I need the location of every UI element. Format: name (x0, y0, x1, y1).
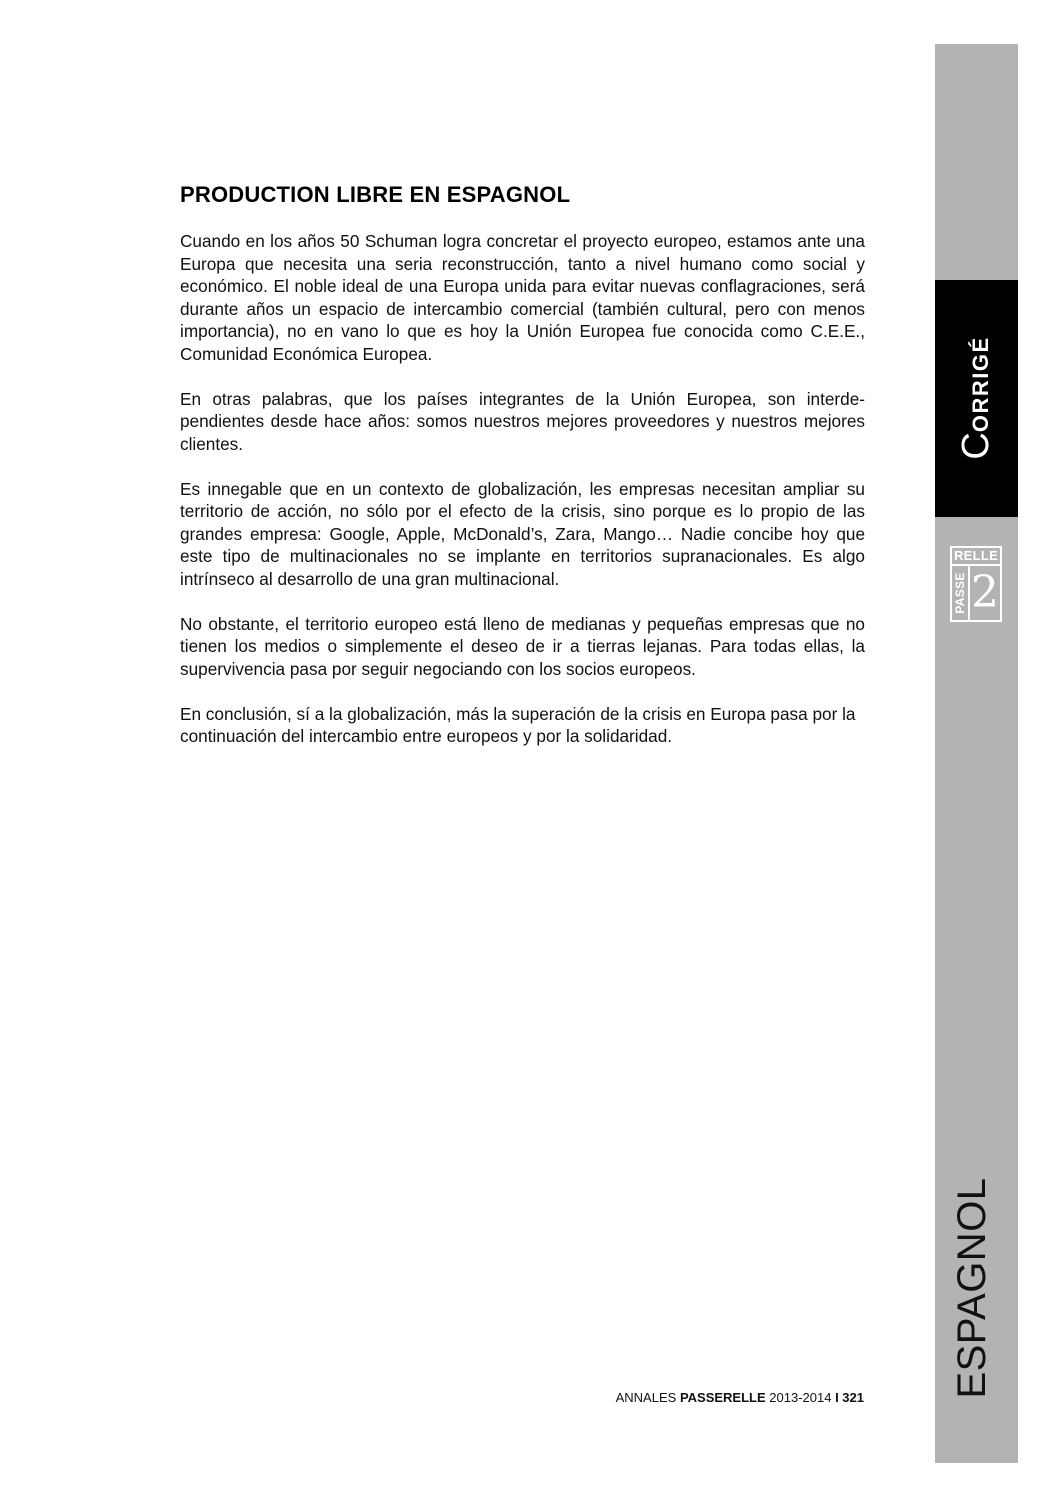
corrige-label (957, 336, 995, 459)
logo-side-box (952, 566, 970, 620)
passerelle-2-logo (950, 546, 1002, 622)
logo-side-text: PASSE (953, 572, 967, 614)
paragraph-2: En otras palabras, que los países integrantes de la Unión Europea, son interde-pendientes desde hace años: somos nuestros mejores proveedores y nuestros mejores clientes. (180, 388, 865, 454)
paragraph-5: En conclusión, sí a la globalización, más la superación de la crisis en Europa pasa por la continuación del intercambio entre europeos y por la solidaridad. (180, 703, 856, 746)
paragraph-1: Cuando en los años 50 Schuman logra concretar el proyecto europeo, estamos ante una Europa que necesita una seria reconstrucción, tanto a nivel humano como social y económico. El noble ideal de una Europa unida para evitar nuevas conflagraciones, será durante años un espacio de intercambio comercial (también cultural, pero con menos importancia), no en vano lo que es hoy la Unión Europea fue conocida como C.E.E., Comunidad Económica Europea. (180, 231, 865, 364)
page-footer (616, 1390, 864, 1405)
paragraph-3: Es innegable que en un contexto de globalización, les empresas necesitan ampliar su territorio de acción, no sólo por el efecto de la crisis, sino porque es lo propio de las grandes empresa: Google, Apple, McDonald’s, Zara, Mango… Nadie concibe hoy que este tipo de multinacionales no se implante en territorios supranacionales. Es algo intrínseco al desarrollo de una gran multinacional. (180, 478, 865, 589)
corrige-initial: C (955, 432, 997, 460)
subject-label: ESPAGNOL (950, 1177, 994, 1399)
paragraph-4: No obstante, el territorio europeo está lleno de medianas y pequeñas empresas que no tienen los medios o simplemente el deseo de ir a tierras lejanas. Para todas ellas, la supervivencia pasa por seguir negociando con los socios europeos. (180, 613, 865, 679)
footer-years: 2013-2014 (769, 1390, 832, 1405)
page-title: PRODUCTION LIBRE EN ESPAGNOL (180, 182, 571, 207)
logo-number: 2 (971, 567, 999, 618)
footer-prefix: ANNALES (615, 1390, 677, 1405)
corrige-rest: ORRIGÉ (968, 336, 993, 433)
page-number: I 321 (835, 1390, 864, 1405)
article-body (180, 230, 865, 770)
footer-brand: PASSERELLE (679, 1390, 766, 1405)
logo-top-text: RELLE (952, 548, 1000, 566)
